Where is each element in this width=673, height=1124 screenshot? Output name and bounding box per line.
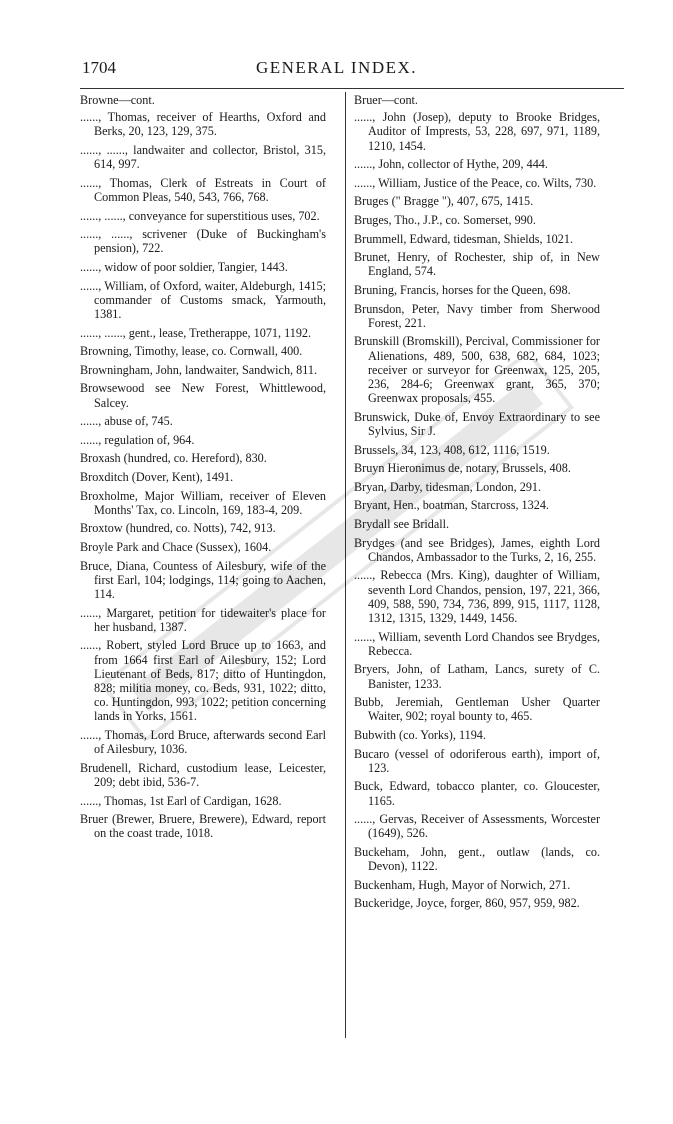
index-entry: ......, Thomas, Lord Bruce, afterwards second Earl of Ailesbury, 1036. (80, 727, 326, 757)
index-entry: Brunskill (Bromskill), Percival, Commissioner for Alienations, 489, 500, 638, 682, 684, 1023; receiver or surveyor for Greenwax, 125, 205, 236, 284-6; Greenwax grant, 365, 370; Greenwax proposals, 455. (354, 334, 600, 406)
index-entry: ......, ......, scrivener (Duke of Buckingham's pension), 722. (80, 227, 326, 256)
index-entry: Browningham, John, landwaiter, Sandwich, 811. (80, 362, 318, 377)
index-entry: ......, abuse of, 745. (80, 414, 173, 429)
index-entry: ......, William, of Oxford, waiter, Aldeburgh, 1415; commander of Customs smack, Yarmouth, 1381. (80, 278, 326, 321)
right-column (354, 93, 600, 915)
index-entry: Browsewood see New Forest, Whittlewood, Salcey. (80, 381, 326, 410)
index-entry: Bryers, John, of Latham, Lancs, surety of C. Banister, 1233. (354, 662, 600, 691)
index-entry: Brummell, Edward, tidesman, Shields, 1021. (354, 231, 574, 246)
index-entry: ......, John, collector of Hythe, 209, 444. (354, 157, 548, 172)
index-entry: ......, William, seventh Lord Chandos see Brydges, Rebecca. (354, 629, 600, 658)
index-entry: ......, ......, conveyance for superstitious uses, 702. (80, 208, 320, 223)
index-entry: Brudenell, Richard, custodium lease, Leicester, 209; debt ibid, 536-7. (80, 760, 326, 789)
index-entry: Brussels, 34, 123, 408, 612, 1116, 1519. (354, 442, 550, 457)
index-entry: Browning, Timothy, lease, co. Cornwall, 400. (80, 344, 303, 359)
index-entry: Buckeham, John, gent., outlaw (lands, co. Devon), 1122. (354, 844, 600, 874)
index-entry: Broxtow (hundred, co. Notts), 742, 913. (80, 521, 276, 536)
index-entry: Bruer—cont. (354, 93, 418, 107)
page-header (0, 58, 673, 86)
index-entry: ......, Thomas, Clerk of Estreats in Court of Common Pleas, 540, 543, 766, 768. (80, 175, 326, 204)
index-entry: Bruce, Diana, Countess of Ailesbury, wife of the first Earl, 104; lodgings, 114; going to Aachen, 114. (80, 558, 326, 601)
index-entry: Broxditch (Dover, Kent), 1491. (80, 469, 234, 484)
index-entry: Bryan, Darby, tidesman, London, 291. (354, 479, 542, 494)
column-divider (345, 92, 346, 1038)
index-entry: ......, William, Justice of the Peace, co. Wilts, 730. (354, 175, 597, 190)
left-column (80, 93, 326, 845)
index-entry: ......, Thomas, receiver of Hearths, Oxford and Berks, 20, 123, 129, 375. (80, 110, 326, 139)
index-entry: Bryant, Hen., boatman, Starcross, 1324. (354, 498, 549, 513)
index-entry: Bruyn Hieronimus de, notary, Brussels, 408. (354, 461, 571, 476)
index-entry: ......, John (Josep), deputy to Brooke Bridges, Auditor of Imprests, 53, 228, 697, 971, 1189, 1210, 1454. (354, 110, 600, 153)
index-entry: ......, ......, gent., lease, Tretherappe, 1071, 1192. (80, 325, 312, 340)
page-number: 1704 (82, 58, 116, 77)
index-entry: Buckeridge, Joyce, forger, 860, 957, 959, 982. (354, 896, 580, 911)
index-entry: ......, widow of poor soldier, Tangier, 1443. (80, 259, 288, 274)
index-entry: ......, Robert, styled Lord Bruce up to 1663, and from 1664 first Earl of Ailesbury, 152; Lord Lieutenant of Beds, 817; ditto of Huntingdon, 828; militia money, co. Beds, 931, 1022; ditto, co. Huntingdon, 993, 1022; petition concerning lands in Yorks, 1561. (80, 638, 326, 724)
index-entry: ......, Margaret, petition for tidewaiter's place for her husband, 1387. (80, 605, 326, 634)
index-entry: Browne—cont. (80, 93, 155, 107)
index-entry: Broxholme, Major William, receiver of Eleven Months' Tax, co. Lincoln, 169, 183-4, 209. (80, 488, 326, 517)
index-entry: Brydges (and see Bridges), James, eighth Lord Chandos, Ambassador to the Turks, 2, 16, 255. (354, 535, 600, 564)
index-entry: Bruges, Tho., J.P., co. Somerset, 990. (354, 212, 536, 227)
index-entry: Buck, Edward, tobacco planter, co. Gloucester, 1165. (354, 779, 600, 808)
index-entry: ......, Gervas, Receiver of Assessments, Worcester (1649), 526. (354, 812, 600, 841)
index-entry: Bubwith (co. Yorks), 1194. (354, 727, 486, 742)
index-entry: Brunet, Henry, of Rochester, ship of, in New England, 574. (354, 250, 600, 279)
index-entry: Brunsdon, Peter, Navy timber from Sherwood Forest, 221. (354, 301, 600, 330)
index-entry: Broxash (hundred, co. Hereford), 830. (80, 451, 267, 466)
index-entry: Bruges (" Bragge "), 407, 675, 1415. (354, 194, 534, 209)
index-entry: ......, ......, landwaiter and collector, Bristol, 315, 614, 997. (80, 143, 326, 172)
index-entry: Brunswick, Duke of, Envoy Extraordinary to see Sylvius, Sir J. (354, 409, 600, 438)
running-title: GENERAL INDEX. (255, 58, 418, 77)
index-entry: Buckenham, Hugh, Mayor of Norwich, 271. (354, 877, 571, 892)
header-rule (80, 88, 624, 89)
index-entry: Bucaro (vessel of odoriferous earth), import of, 123. (354, 746, 600, 775)
index-entry: Bubb, Jeremiah, Gentleman Usher Quarter Waiter, 902; royal bounty to, 465. (354, 695, 600, 724)
index-entry: Bruer (Brewer, Bruere, Brewere), Edward, report on the coast trade, 1018. (80, 812, 326, 841)
index-entry: ......, Thomas, 1st Earl of Cardigan, 1628. (80, 793, 282, 808)
index-entry: Brydall see Bridall. (354, 516, 450, 531)
index-entry: ......, regulation of, 964. (80, 432, 195, 447)
index-entry: Bruning, Francis, horses for the Queen, 698. (354, 282, 571, 297)
index-entry: Broyle Park and Chace (Sussex), 1604. (80, 539, 272, 554)
index-entry: ......, Rebecca (Mrs. King), daughter of William, seventh Lord Chandos, pension, 197, 221, 366, 409, 588, 590, 734, 736, 899, 915, 1117, 1128, 1312, 1315, 1329, 1449, 1456. (354, 568, 600, 625)
